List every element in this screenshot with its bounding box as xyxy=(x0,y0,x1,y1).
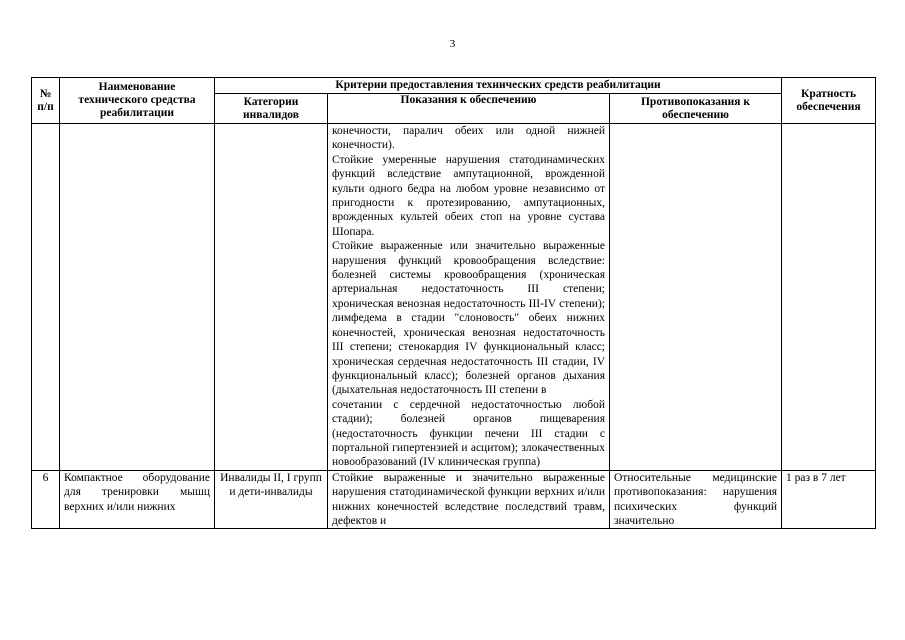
row-name: Компактное оборудование для тренировки мышц верхних и/или нижних xyxy=(60,470,215,529)
header-frequency: Кратность обеспечения xyxy=(782,78,876,124)
header-name: Наименование технического средства реабилитации xyxy=(60,78,215,124)
indication-paragraph: конечности, паралич обеих или одной нижней конечности). xyxy=(332,125,605,152)
indication-paragraph: сочетании с сердечной недостаточностью любой стадии); болезней органов пищеварения (недостаточность функции печени III стадии с портальной гипертензией и асцитом); злокачественных новообразований (IV клиническая группа) xyxy=(332,398,605,469)
row-frequency: 1 раз в 7 лет xyxy=(782,470,876,529)
header-num: № п/п xyxy=(32,78,60,124)
row-frequency xyxy=(782,124,876,471)
row-categories xyxy=(215,124,328,471)
header-categories: Категории инвалидов xyxy=(215,94,328,124)
indication-paragraph: Стойкие умеренные нарушения статодинамических функций вследствие ампутационной, врожденной культи одного бедра на любом уровне независимо от пригодности к протезированию, ампутационных, врожденных культей обеих стоп на уровне сустава Шопара. xyxy=(332,153,605,238)
row-name xyxy=(60,124,215,471)
indication-paragraph: Стойкие выраженные или значительно выраженные нарушения функций кровообращения вследствие: болезней системы кровообращения (хроническая артериальная недостаточность III степени; хроническая венозная недостаточность III-IV степени); лимфедема в стадии "слоновость" обеих нижних конечностей, хроническая венозная недостаточность III степени; стенокардия IV функциональный класс; хроническая сердечная недостаточность III стадии, IV функциональный класс); болезней органов дыхания (дыхательная недостаточность III степени в xyxy=(332,240,605,397)
header-indications: Показания к обеспечению xyxy=(328,94,610,124)
row-indications xyxy=(328,470,610,529)
row-contraindications: Относительные медицинские противопоказания: нарушения психических функций значительно xyxy=(610,470,782,529)
page-number: 3 xyxy=(449,38,456,50)
table-row xyxy=(32,470,876,529)
rehab-criteria-table xyxy=(31,77,876,529)
row-contraindications xyxy=(610,124,782,471)
row-indications xyxy=(328,124,610,471)
row-num: 6 xyxy=(32,470,60,529)
header-contraindications: Противопоказания к обеспечению xyxy=(610,94,782,124)
indication-paragraph: Стойкие выраженные и значительно выраженные нарушения статодинамической функции верхних и/или нижних конечностей вследствие последствий травм, дефектов и xyxy=(332,471,605,527)
table-row xyxy=(32,124,876,471)
row-categories: Инвалиды II, I групп и дети-инвалиды xyxy=(215,470,328,529)
row-num xyxy=(32,124,60,471)
header-criteria: Критерии предоставления технических средств реабилитации xyxy=(215,78,782,94)
